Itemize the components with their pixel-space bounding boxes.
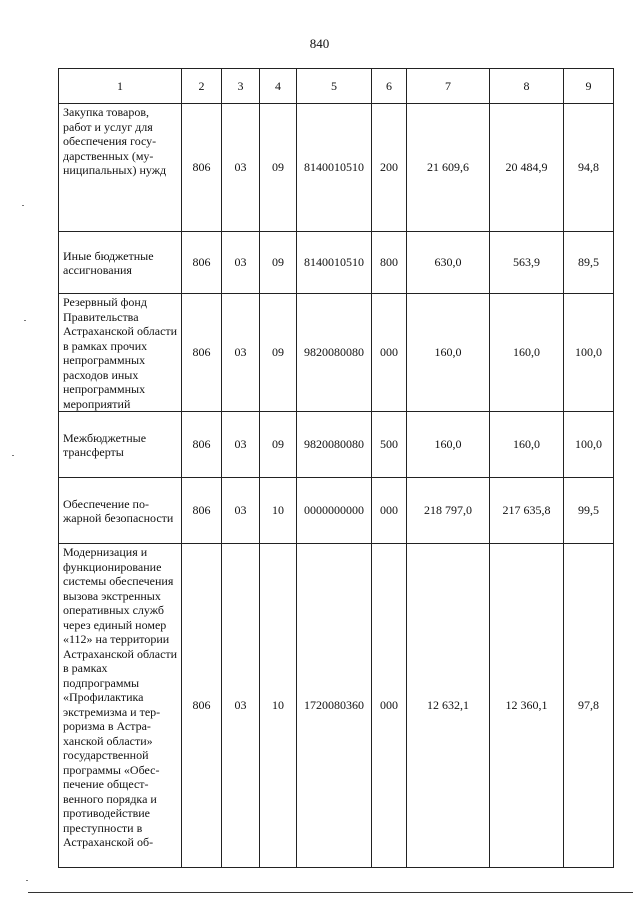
header-row: [59, 69, 614, 104]
header-col-7: 7: [407, 69, 490, 104]
cell-planned: 630,0: [407, 232, 490, 294]
row-name: Закупка товаров, работ и услуг для обеспечения государственных (муниципальных) нужд: [59, 104, 182, 232]
cell-subsection: 09: [260, 232, 297, 294]
cell-subsection: 10: [260, 544, 297, 868]
cell-expense-type: 000: [372, 544, 407, 868]
row-name: Обеспечение пожарной безопасности: [59, 478, 182, 544]
table-row: [59, 544, 614, 868]
cell-expense-type: 000: [372, 478, 407, 544]
cell-executed: 20 484,9: [490, 104, 564, 232]
cell-subsection: 09: [260, 104, 297, 232]
cell-subsection: 09: [260, 294, 297, 412]
cell-planned: 21 609,6: [407, 104, 490, 232]
cell-target-article: 0000000000: [297, 478, 372, 544]
cell-ministry-code: 806: [182, 478, 222, 544]
header-col-1: 1: [59, 69, 182, 104]
cell-section: 03: [222, 412, 260, 478]
header-col-5: 5: [297, 69, 372, 104]
cell-ministry-code: 806: [182, 294, 222, 412]
cell-target-article: 9820080080: [297, 294, 372, 412]
table-row: [59, 478, 614, 544]
cell-section: 03: [222, 232, 260, 294]
cell-expense-type: 000: [372, 294, 407, 412]
cell-planned: 218 797,0: [407, 478, 490, 544]
table-row: [59, 412, 614, 478]
bottom-rule: [28, 892, 633, 893]
cell-ministry-code: 806: [182, 412, 222, 478]
header-col-9: 9: [564, 69, 614, 104]
cell-expense-type: 200: [372, 104, 407, 232]
cell-expense-type: 800: [372, 232, 407, 294]
header-col-3: 3: [222, 69, 260, 104]
cell-ministry-code: 806: [182, 104, 222, 232]
cell-target-article: 8140010510: [297, 232, 372, 294]
cell-section: 03: [222, 544, 260, 868]
cell-section: 03: [222, 294, 260, 412]
header-col-2: 2: [182, 69, 222, 104]
cell-percent: 99,5: [564, 478, 614, 544]
cell-percent: 89,5: [564, 232, 614, 294]
cell-planned: 160,0: [407, 294, 490, 412]
cell-target-article: 8140010510: [297, 104, 372, 232]
cell-subsection: 09: [260, 412, 297, 478]
scan-speck: [12, 455, 14, 456]
cell-executed: 12 360,1: [490, 544, 564, 868]
cell-percent: 100,0: [564, 412, 614, 478]
row-name: Межбюджетные трансферты: [59, 412, 182, 478]
cell-executed: 160,0: [490, 412, 564, 478]
cell-subsection: 10: [260, 478, 297, 544]
cell-planned: 160,0: [407, 412, 490, 478]
cell-planned: 12 632,1: [407, 544, 490, 868]
table-row: [59, 294, 614, 412]
header-col-4: 4: [260, 69, 297, 104]
row-name: Резервный фонд Правительства Астраханской области в рамках прочих непрограммных расходов иных непрограммных мероприятий: [59, 294, 182, 412]
scan-speck: [22, 205, 24, 206]
budget-table: [58, 68, 614, 868]
cell-percent: 94,8: [564, 104, 614, 232]
cell-executed: 563,9: [490, 232, 564, 294]
row-name: Иные бюджетные ассигнования: [59, 232, 182, 294]
header-col-6: 6: [372, 69, 407, 104]
table-row: [59, 104, 614, 232]
cell-target-article: 9820080080: [297, 412, 372, 478]
row-name: Модернизация и функционирование системы обеспечения вызова экстренных оперативных служб через единый номер «112» на территории Астраханской области в рамках подпрограммы «Профилактика экстремизма и терроризма в Астраханской области» государственной программы «Обеспечение общественного порядка и противодействие преступности в Астраханской об-: [59, 544, 182, 868]
cell-executed: 160,0: [490, 294, 564, 412]
cell-section: 03: [222, 104, 260, 232]
scan-speck: [24, 320, 26, 321]
cell-executed: 217 635,8: [490, 478, 564, 544]
cell-expense-type: 500: [372, 412, 407, 478]
scan-speck: [26, 880, 28, 881]
cell-target-article: 1720080360: [297, 544, 372, 868]
page-number: 840: [309, 36, 330, 51]
table-row: [59, 232, 614, 294]
cell-percent: 97,8: [564, 544, 614, 868]
cell-ministry-code: 806: [182, 232, 222, 294]
cell-percent: 100,0: [564, 294, 614, 412]
cell-ministry-code: 806: [182, 544, 222, 868]
header-col-8: 8: [490, 69, 564, 104]
cell-section: 03: [222, 478, 260, 544]
